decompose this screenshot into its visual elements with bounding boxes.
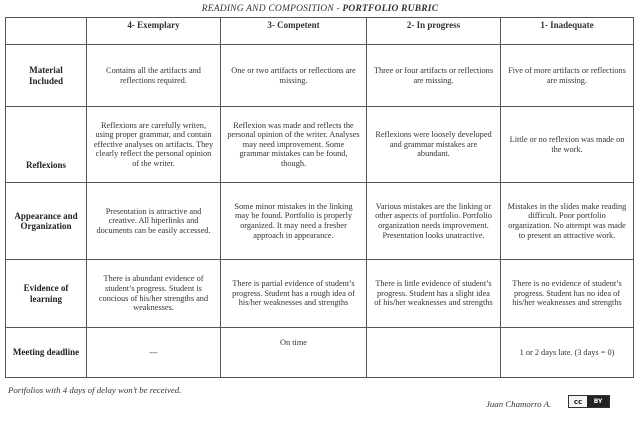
title-emphasis: PORTFOLIO RUBRIC xyxy=(342,4,439,14)
rubric-cell: Little or no reflexion was made on the work. xyxy=(501,107,634,183)
criterion-cell: Meeting deadline xyxy=(6,328,87,378)
footer-note: Portfolios with 4 days of delay won’t be received. xyxy=(8,385,182,395)
criterion-cell: Evidence of learning xyxy=(6,260,87,328)
table-row xyxy=(6,328,634,378)
author-name: Juan Chamorro A. xyxy=(486,399,552,409)
rubric-cell: Contains all the artifacts and reflections required. xyxy=(87,45,221,107)
cc-icon: cc xyxy=(573,397,583,406)
rubric-cell: There is partial evidence of student’s progress. Student has a rough idea of his/her weaknesses and strengths xyxy=(221,260,367,328)
header-cell-inadequate: 1- Inadequate xyxy=(501,18,634,45)
rubric-cell: Reflexion was made and reflects the personal opinion of the writer. Analyses may need improvement. Some grammar mistakes can be found, though. xyxy=(221,107,367,183)
rubric-cell: Various mistakes are the linking or other aspects of portfolio. Portfolio organization needs improvement. Presentation looks unatractive. xyxy=(367,183,501,260)
rubric-cell: Three or four artifacts or reflections are missing. xyxy=(367,45,501,107)
header-cell-corner xyxy=(6,18,87,45)
cc-license-badge[interactable] xyxy=(568,395,610,408)
header-cell-exemplary: 4- Exemplary xyxy=(87,18,221,45)
header-cell-competent: 3- Competent xyxy=(221,18,367,45)
table-row xyxy=(6,183,634,260)
rubric-cell: 1 or 2 days late. (3 days = 0) xyxy=(501,328,634,378)
header-row xyxy=(6,18,634,45)
rubric-cell: Presentation is attractive and creative. All hiperlinks and documents can be easily accessed. xyxy=(87,183,221,260)
rubric-cell: Reflexions were loosely developed and grammar mistakes are abundant. xyxy=(367,107,501,183)
table-row xyxy=(6,260,634,328)
rubric-cell xyxy=(367,328,501,378)
rubric-cell: There is abundant evidence of student’s progress. Student is concious of his/her strengths and weaknesses. xyxy=(87,260,221,328)
criterion-cell: Material Included xyxy=(6,45,87,107)
rubric-cell: One or two artifacts or reflections are missing. xyxy=(221,45,367,107)
criterion-cell: Reflexions xyxy=(6,107,87,183)
by-icon: BY xyxy=(587,396,609,407)
title-prefix: READING AND COMPOSITION - xyxy=(201,4,343,14)
table-row xyxy=(6,45,634,107)
rubric-table xyxy=(5,17,634,378)
table-row xyxy=(6,107,634,183)
rubric-cell: Five of more artifacts or reflections are missing. xyxy=(501,45,634,107)
criterion-cell: Appearance and Organization xyxy=(6,183,87,260)
rubric-cell: There is little evidence of student’s progress. Student has a slight idea of his/her weaknesses and strengths xyxy=(367,260,501,328)
rubric-cell: Some minor mistakes in the linking may be found. Portfolio is properly organized. It may need a fresher approach in appearance. xyxy=(221,183,367,260)
rubric-cell: --- xyxy=(87,328,221,378)
rubric-cell: Reflexions are carefully writen, using proper grammar, and contain effective analyses on artifacts. They clearly reflect the personal opinion of the writer. xyxy=(87,107,221,183)
rubric-cell: On time xyxy=(221,328,367,378)
rubric-cell: There is no evidence of student’s progress. Student has no idea of his/her weaknesses and strengths xyxy=(501,260,634,328)
header-cell-in-progress: 2- In progress xyxy=(367,18,501,45)
rubric-cell: Mistakes in the slides make reading difficult. Poor portfolio organization. No attempt was made to present an attractive work. xyxy=(501,183,634,260)
page-title xyxy=(0,4,640,14)
